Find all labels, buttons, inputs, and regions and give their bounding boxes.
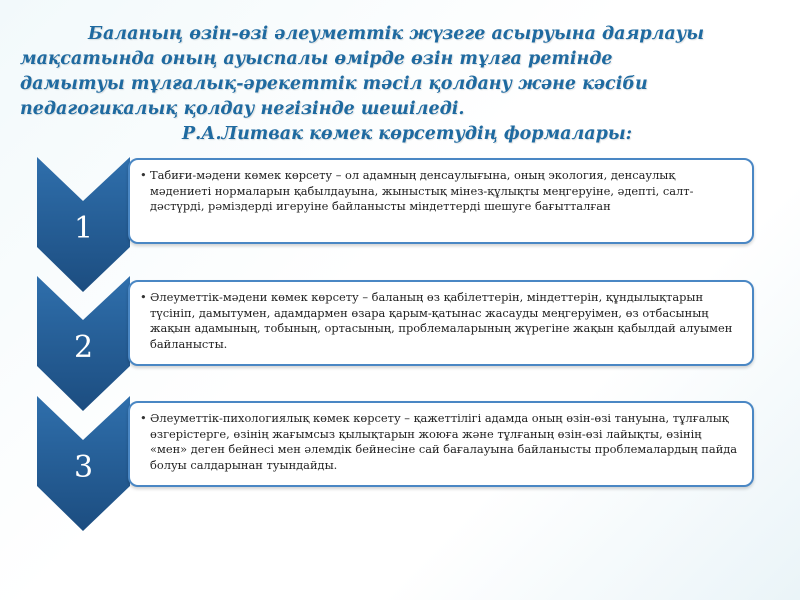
- item-text-3: [140, 411, 738, 473]
- item-number: 1: [73, 211, 94, 246]
- slide-heading: [20, 22, 780, 122]
- bullet-icon: •: [140, 290, 147, 304]
- chevron-3: [37, 396, 130, 531]
- chevron-2: [37, 276, 130, 411]
- item-number: 3: [73, 450, 94, 485]
- item-box-3: [128, 401, 754, 487]
- item-text-2: [140, 290, 738, 352]
- heading-line-2: мақсатында оның ауыспалы өмірде өзін тұлға ретінде: [20, 49, 613, 69]
- chevron-1: [37, 157, 130, 292]
- item-description: Табиғи-мәдени көмек көрсету – ол адамның денсаулығына, оның экология, денсаулық мәдениеті нормаларын қабылдауына, жыныстық мінез-құлықты меңгеруіне, әдепті, салт-дәстүрді, рәміздерді игеруіне байланысты міндеттерді шешуге бағытталған: [150, 168, 694, 213]
- bullet-icon: •: [140, 411, 147, 425]
- item-box-1: [128, 158, 754, 244]
- slide-subtitle: Р.А.Литвак көмек көрсетудің формалары:: [182, 124, 633, 144]
- item-text-1: [140, 168, 738, 215]
- item-description: Әлеуметтік-пихологиялық көмек көрсету – қажеттілігі адамда оның өзін-өзі тануына, тұлғалық өзгерістерге, өзінің жағымсыз қылықтарын жоюға және тұлғаның өзін-өзі лайықты, өзінің «мен» деген бейнесі мен әлемдік бейнесіне сай бағалауына байланысты проблемалардың пайда болуы салдарынан туындайды.: [150, 411, 738, 472]
- heading-line-3: дамытуы тұлғалық-әрекеттік тәсіл қолдану және кәсіби: [20, 74, 648, 94]
- heading-line-4: педагогикалық қолдау негізінде шешіледі.: [20, 99, 465, 119]
- heading-line-1: Баланың өзін-өзі әлеуметтік жүзеге асыруына даярлауы: [88, 24, 705, 44]
- item-description: Әлеуметтік-мәдени көмек көрсету – баланың өз қабілеттерін, міндеттерін, құндылықтарын түсініп, дамытумен, адамдармен өзара қарым-қатынас жасауды меңгеруімен, өз отбасының жақын адамының, тобының, ортасының, проблемаларының жүрегіне жақын қабылдай алуымен байланысты.: [150, 290, 733, 351]
- bullet-icon: •: [140, 168, 147, 182]
- item-box-2: [128, 280, 754, 366]
- item-number: 2: [73, 330, 94, 365]
